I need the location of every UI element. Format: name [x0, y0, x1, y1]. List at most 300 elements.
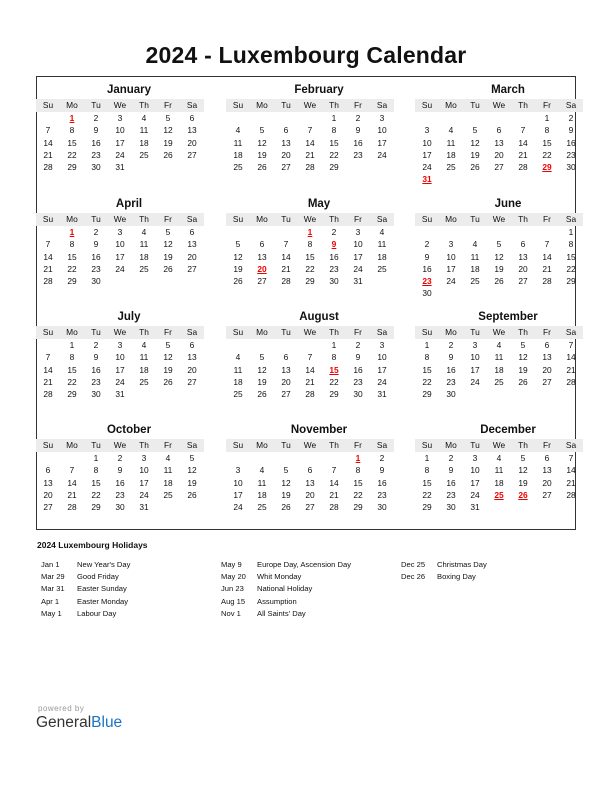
month-april [36, 197, 204, 287]
day-cell: 3 [117, 227, 123, 237]
month-january [36, 83, 204, 173]
day-cell: 10 [446, 251, 456, 262]
day-cell: 13 [305, 477, 315, 488]
month-name: December [480, 424, 536, 436]
day-cell: 25 [233, 162, 243, 173]
day-cell: 3 [235, 465, 241, 476]
holiday-date: Mar 29 [41, 572, 65, 582]
empty-day-cell [439, 173, 463, 185]
holiday-date: Nov 1 [221, 608, 241, 618]
day-cell: 25 [470, 276, 480, 287]
holiday-item [221, 608, 351, 620]
day-cell: 2 [424, 239, 430, 250]
day-cell: 4 [141, 340, 147, 350]
week-row [36, 388, 204, 400]
day-cell: 25 [446, 162, 456, 173]
day-cell: 5 [259, 352, 265, 363]
day-cell: 21 [566, 477, 576, 488]
day-cell: 12 [163, 352, 173, 363]
month-name: February [294, 84, 344, 96]
weekday-label: Su [421, 440, 433, 450]
empty-day-cell [487, 388, 511, 400]
day-cell: 8 [568, 239, 574, 250]
holiday-day-cell: 1 [69, 113, 75, 123]
weekday-label: Fr [354, 327, 362, 337]
week-row [36, 112, 204, 124]
day-cell: 3 [472, 340, 478, 350]
brand-logo[interactable] [36, 714, 122, 732]
day-cell: 11 [163, 465, 173, 476]
week-row [226, 275, 394, 287]
weekday-header [415, 326, 583, 339]
day-cell: 17 [446, 263, 456, 274]
week-row [415, 226, 583, 238]
week-row [226, 238, 394, 250]
empty-day-cell [274, 112, 298, 124]
day-cell: 10 [233, 477, 243, 488]
day-cell: 28 [43, 389, 53, 400]
weekday-header [415, 439, 583, 452]
weekday-label: Mo [66, 214, 78, 224]
day-cell: 18 [446, 149, 456, 160]
day-cell: 29 [566, 276, 576, 287]
week-row [226, 263, 394, 275]
day-cell: 2 [448, 340, 454, 350]
empty-day-cell [511, 287, 535, 299]
empty-day-cell [535, 226, 559, 238]
holiday-day-cell: 26 [518, 489, 528, 500]
weekday-label: Su [232, 100, 244, 110]
empty-day-cell [535, 501, 559, 513]
day-cell: 25 [377, 263, 387, 274]
day-cell: 20 [542, 477, 552, 488]
day-cell: 23 [91, 149, 101, 160]
weekday-label: Mo [256, 100, 268, 110]
day-cell: 12 [163, 125, 173, 136]
day-cell: 22 [329, 376, 339, 387]
empty-day-cell [156, 275, 180, 287]
weekday-label: Mo [445, 214, 457, 224]
holidays-title: 2024 Luxembourg Holidays [37, 540, 148, 550]
day-cell: 19 [470, 149, 480, 160]
day-cell: 27 [305, 502, 315, 513]
day-cell: 28 [329, 502, 339, 513]
weekday-header [415, 213, 583, 226]
month-february [226, 83, 394, 173]
day-cell: 31 [377, 389, 387, 400]
weekday-label: We [492, 440, 506, 450]
day-cell: 7 [69, 465, 75, 476]
month-december [415, 423, 583, 513]
day-cell: 25 [139, 149, 149, 160]
empty-day-cell [463, 112, 487, 124]
day-cell: 18 [377, 251, 387, 262]
day-cell: 1 [424, 340, 430, 350]
day-cell: 8 [355, 465, 361, 476]
day-cell: 10 [115, 352, 125, 363]
empty-day-cell [487, 501, 511, 513]
day-cell: 4 [472, 239, 478, 250]
holiday-date: Dec 25 [401, 560, 426, 569]
day-cell: 9 [93, 239, 99, 250]
day-cell: 21 [67, 489, 77, 500]
day-cell: 18 [233, 149, 243, 160]
holiday-name: Christmas Day [437, 560, 487, 569]
holiday-date: Jan 1 [41, 560, 60, 569]
week-row [226, 501, 394, 513]
day-cell: 10 [470, 352, 480, 363]
day-cell: 5 [259, 125, 265, 136]
day-cell: 23 [91, 376, 101, 387]
weekday-label: We [303, 214, 317, 224]
day-cell: 15 [542, 137, 552, 148]
empty-day-cell [108, 275, 132, 287]
day-cell: 29 [67, 162, 77, 173]
day-cell: 19 [187, 477, 197, 488]
day-cell: 14 [518, 137, 528, 148]
week-row [36, 137, 204, 149]
weekday-header [415, 99, 583, 112]
day-cell: 28 [305, 389, 315, 400]
day-cell: 24 [377, 149, 387, 160]
holiday-day-cell: 15 [329, 364, 339, 375]
weekday-label: Su [232, 440, 244, 450]
week-row [36, 238, 204, 250]
empty-day-cell [226, 339, 250, 351]
weekday-label: Su [421, 327, 433, 337]
day-cell: 28 [518, 162, 528, 173]
weekday-label: Tu [281, 327, 291, 337]
week-row [226, 452, 394, 464]
week-row [415, 137, 583, 149]
day-cell: 15 [67, 137, 77, 148]
week-row [36, 124, 204, 136]
holiday-item [221, 596, 351, 608]
day-cell: 23 [446, 489, 456, 500]
day-cell: 17 [377, 364, 387, 375]
week-row [36, 263, 204, 275]
weekday-label: Th [329, 100, 339, 110]
day-cell: 2 [568, 113, 574, 123]
day-cell: 26 [518, 376, 528, 387]
holiday-column [401, 559, 487, 583]
day-cell: 28 [43, 276, 53, 287]
weekday-label: Mo [66, 440, 78, 450]
day-cell: 16 [91, 137, 101, 148]
weekday-label: Fr [543, 440, 551, 450]
weekday-label: Th [518, 214, 528, 224]
week-row [415, 251, 583, 263]
weekday-label: Th [139, 214, 149, 224]
day-cell: 27 [43, 502, 53, 513]
day-cell: 29 [422, 389, 432, 400]
day-cell: 11 [494, 465, 504, 476]
empty-day-cell [559, 388, 583, 400]
day-cell: 6 [259, 239, 265, 250]
holiday-name: Whit Monday [257, 572, 302, 582]
weekday-label: Fr [164, 100, 172, 110]
empty-day-cell [274, 452, 298, 464]
day-cell: 5 [165, 340, 171, 350]
week-row [415, 452, 583, 464]
day-cell: 3 [379, 113, 385, 123]
holiday-date: Apr 1 [41, 596, 60, 606]
empty-day-cell [487, 226, 511, 238]
day-cell: 31 [470, 502, 480, 513]
day-cell: 13 [187, 125, 197, 136]
day-cell: 15 [67, 251, 77, 262]
day-cell: 21 [566, 364, 576, 375]
month-june [415, 197, 583, 300]
day-cell: 1 [544, 113, 550, 123]
day-cell: 12 [233, 251, 243, 262]
day-cell: 10 [115, 125, 125, 136]
holiday-item [41, 571, 130, 583]
day-cell: 27 [281, 162, 291, 173]
week-row [36, 364, 204, 376]
empty-day-cell [132, 388, 156, 400]
day-cell: 4 [141, 113, 147, 123]
day-cell: 20 [518, 263, 528, 274]
day-cell: 7 [45, 239, 51, 250]
weekday-label: Sa [376, 214, 388, 224]
day-cell: 22 [67, 149, 77, 160]
holiday-item [221, 583, 351, 595]
holiday-day-cell: 31 [422, 174, 432, 185]
week-row [226, 112, 394, 124]
day-cell: 17 [139, 477, 149, 488]
day-cell: 22 [329, 149, 339, 160]
empty-day-cell [226, 112, 250, 124]
day-cell: 16 [329, 251, 339, 262]
day-cell: 13 [494, 137, 504, 148]
day-cell: 10 [115, 239, 125, 250]
day-cell: 11 [257, 477, 267, 488]
day-cell: 2 [331, 227, 337, 237]
week-row [226, 388, 394, 400]
day-cell: 4 [448, 125, 454, 136]
week-row [36, 489, 204, 501]
weekday-label: Mo [445, 327, 457, 337]
empty-day-cell [535, 388, 559, 400]
day-cell: 12 [470, 137, 480, 148]
holiday-column [221, 559, 351, 620]
weekday-label: Su [421, 214, 433, 224]
day-cell: 15 [422, 477, 432, 488]
holiday-name: National Holiday [257, 584, 313, 594]
empty-day-cell [274, 339, 298, 351]
day-cell: 18 [233, 376, 243, 387]
day-cell: 1 [568, 227, 574, 237]
weekday-label: Tu [470, 100, 480, 110]
day-cell: 11 [139, 239, 149, 250]
weekday-label: Th [329, 327, 339, 337]
day-cell: 9 [424, 251, 430, 262]
day-cell: 5 [283, 465, 289, 476]
day-cell: 20 [281, 376, 291, 387]
day-cell: 4 [141, 227, 147, 237]
day-cell: 16 [91, 251, 101, 262]
week-row [415, 376, 583, 388]
day-cell: 19 [281, 489, 291, 500]
holiday-date: May 1 [41, 608, 62, 618]
weekday-label: We [303, 440, 317, 450]
week-row [415, 501, 583, 513]
day-cell: 14 [43, 137, 53, 148]
day-cell: 18 [163, 477, 173, 488]
weekday-label: Fr [543, 214, 551, 224]
day-cell: 10 [353, 239, 363, 250]
holiday-day-cell: 1 [355, 453, 361, 463]
day-cell: 22 [67, 263, 77, 274]
day-cell: 8 [331, 125, 337, 136]
empty-day-cell [156, 388, 180, 400]
weekday-header [226, 213, 394, 226]
day-cell: 30 [446, 389, 456, 400]
week-row [415, 464, 583, 476]
week-row [415, 364, 583, 376]
day-cell: 16 [446, 364, 456, 375]
day-cell: 30 [422, 288, 432, 299]
day-cell: 9 [448, 465, 454, 476]
weekday-label: Su [232, 214, 244, 224]
month-september [415, 310, 583, 400]
weekday-label: Sa [565, 214, 577, 224]
day-cell: 20 [281, 149, 291, 160]
month-name: August [299, 311, 339, 323]
day-cell: 1 [69, 340, 75, 350]
day-cell: 2 [93, 227, 99, 237]
holiday-name: Europe Day, Ascension Day [257, 560, 351, 569]
day-cell: 20 [43, 489, 53, 500]
day-cell: 29 [422, 502, 432, 513]
week-row [415, 161, 583, 173]
day-cell: 17 [115, 251, 125, 262]
day-cell: 3 [472, 453, 478, 463]
holiday-name: New Year's Day [77, 560, 131, 569]
weekday-label: Th [518, 440, 528, 450]
day-cell: 15 [353, 477, 363, 488]
day-cell: 27 [187, 376, 197, 387]
weekday-label: Su [42, 214, 54, 224]
weekday-label: Tu [281, 214, 291, 224]
day-cell: 22 [566, 263, 576, 274]
day-cell: 2 [93, 113, 99, 123]
holiday-item [221, 571, 351, 583]
day-cell: 17 [470, 477, 480, 488]
day-cell: 24 [377, 376, 387, 387]
day-cell: 10 [139, 465, 149, 476]
weekday-label: Tu [91, 214, 101, 224]
week-row [226, 161, 394, 173]
day-cell: 27 [187, 263, 197, 274]
day-cell: 13 [518, 251, 528, 262]
day-cell: 31 [115, 389, 125, 400]
day-cell: 14 [566, 352, 576, 363]
day-cell: 28 [43, 162, 53, 173]
day-cell: 3 [448, 239, 454, 250]
weekday-label: We [113, 440, 127, 450]
week-row [415, 287, 583, 299]
day-cell: 15 [305, 251, 315, 262]
week-row [226, 489, 394, 501]
empty-day-cell [156, 161, 180, 173]
day-cell: 8 [69, 125, 75, 136]
day-cell: 11 [139, 352, 149, 363]
weekday-label: Tu [91, 100, 101, 110]
week-row [36, 452, 204, 464]
week-row [415, 149, 583, 161]
holiday-date: Dec 26 [401, 572, 426, 582]
week-row [36, 464, 204, 476]
empty-day-cell [511, 226, 535, 238]
weekday-label: Tu [91, 327, 101, 337]
day-cell: 10 [470, 465, 480, 476]
weekday-label: We [303, 327, 317, 337]
day-cell: 23 [115, 489, 125, 500]
day-cell: 18 [139, 251, 149, 262]
weekday-label: Mo [445, 440, 457, 450]
day-cell: 15 [422, 364, 432, 375]
day-cell: 24 [470, 376, 480, 387]
weekday-label: Th [329, 214, 339, 224]
weekday-label: We [492, 327, 506, 337]
holiday-date: Aug 15 [221, 596, 246, 606]
weekday-label: Th [518, 327, 528, 337]
week-row [415, 351, 583, 363]
day-cell: 18 [494, 364, 504, 375]
weekday-header [36, 213, 204, 226]
holiday-item [41, 583, 130, 595]
week-row [415, 112, 583, 124]
day-cell: 25 [139, 263, 149, 274]
week-row [415, 263, 583, 275]
day-cell: 28 [542, 276, 552, 287]
week-row [415, 238, 583, 250]
day-cell: 21 [281, 263, 291, 274]
day-cell: 19 [494, 263, 504, 274]
day-cell: 16 [353, 137, 363, 148]
day-cell: 2 [93, 340, 99, 350]
day-cell: 27 [518, 276, 528, 287]
holiday-name: Boxing Day [437, 572, 476, 582]
holiday-day-cell: 20 [257, 263, 267, 274]
weekday-label: Tu [470, 214, 480, 224]
day-cell: 5 [165, 227, 171, 237]
weekday-label: Th [518, 100, 528, 110]
day-cell: 5 [520, 340, 526, 350]
empty-day-cell [250, 452, 274, 464]
week-row [226, 351, 394, 363]
holiday-name: Labour Day [77, 608, 117, 618]
day-cell: 6 [283, 352, 289, 363]
weekday-label: We [492, 100, 506, 110]
day-cell: 23 [353, 376, 363, 387]
weekday-header [36, 439, 204, 452]
day-cell: 29 [329, 389, 339, 400]
day-cell: 14 [43, 364, 53, 375]
day-cell: 2 [448, 453, 454, 463]
day-cell: 7 [45, 352, 51, 363]
day-cell: 7 [331, 465, 337, 476]
day-cell: 15 [67, 364, 77, 375]
brand-general: General [36, 714, 92, 731]
day-cell: 13 [187, 352, 197, 363]
day-cell: 21 [305, 376, 315, 387]
day-cell: 30 [377, 502, 387, 513]
weekday-label: We [303, 100, 317, 110]
day-cell: 14 [305, 364, 315, 375]
